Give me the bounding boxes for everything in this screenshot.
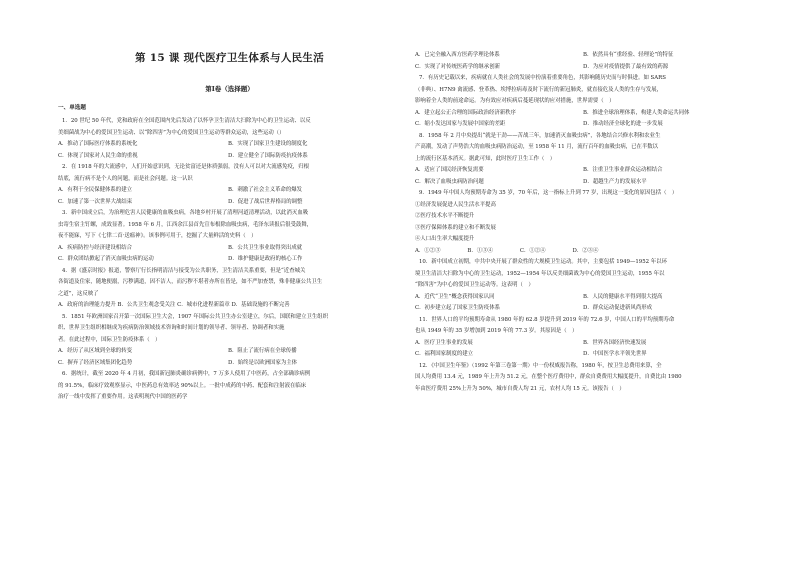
answer-option: C．摒弃了经济区域集团化趋势 — [58, 359, 133, 366]
answer-option: C．体现了国家对人民生命的重视 — [58, 152, 138, 159]
question-line: 4．据《盛京时报》报道，警察厅行长指明清洁与接受为公共职务，卫生清洁关系重要，但是“近查城关 — [62, 267, 306, 274]
answer-option: C．福利国家制度的建立 — [415, 351, 474, 357]
lesson-title: 第 15 课 现代医疗卫生体系与人民生活 — [134, 52, 325, 64]
answer-option: B．注重卫生事业群众运动相结合 — [583, 167, 663, 173]
answer-option: C．加速了第一次世界大战结束 — [58, 198, 133, 205]
answer-option: ②医疗技术水平不断提升 — [415, 213, 475, 219]
answer-option: B．阻止了流行病在全球传播 — [228, 348, 297, 354]
question-line: 境卫生清洁大扫除为中心的卫生运动，1952—1954 年以反美细菌战为中心的爱国卫生运动，1955 年以 — [415, 270, 665, 277]
answer-option: B．刺激了社会主义革命的爆发 — [228, 187, 303, 193]
answer-option: A．疾病防控与经济建设相结合 — [58, 244, 132, 251]
answer-option: A．医疗卫生事业的发展 — [415, 339, 473, 346]
answer-option: A．建立起公正合理的国际政治经济新秩序 — [415, 109, 516, 116]
question-line: 结底，流行病不是个人的问题，而是社会问题。这一认识 — [58, 175, 193, 182]
answer-option: A．推动了国际医疗体系的系统化 — [58, 141, 138, 147]
question-line: 7．有历史记载以来，疾病就在人类社会的发展中扮演着重要角色，其影响随历史而与时俱进。如 SARS — [419, 75, 666, 81]
question-line: 11．世界人口的平均预期寿命从 1980 年的 62.8 岁提升到 2019 年的 72.6 岁，中国人口的平均预期寿命 — [419, 316, 675, 323]
answer-option: C．群众团结掀起了消灭血吸虫病的运动 — [58, 256, 154, 262]
answer-option: D．建立健全了国际防疫抗疫体系 — [228, 152, 308, 159]
answer-option: A．政府的治理能力提升 B．公共卫生观念受关注 C．城市化进程新篇章 D．基础设施的不断完善 — [58, 302, 290, 308]
question-line: 5．1851 年欧洲国家召开第一次国际卫生大会，1907 年国际公共卫生办公室建立，尔后，国联和建立卫生组织 — [62, 313, 329, 320]
question-line: 者。在此过程中，国际卫生防疫体系（ ） — [58, 336, 161, 343]
question-line: 6．据统计，截至 2020 年 4 月初，我国新冠肺炎确诊病例中，7 万多人使用了中医药，占全部确诊病例 — [62, 371, 311, 377]
answer-option: A．已完全融入西方医药学理论体系 — [415, 52, 500, 58]
question-line: 夜不能寐，写下《七律二首·送瘟神》。该事例可用于，挖掘了大量鲜活的史料（ ） — [58, 233, 257, 239]
question-line: 治疗一线中发挥了重要作用。这表明现代中国的医药学 — [58, 394, 188, 400]
answer-option: A．适应了国民经济恢复需要 — [415, 167, 484, 173]
answer-option: D．促进了战后世界格局的调整 — [228, 198, 303, 205]
answer-option: A．近代“卫生”概念获得国家认同 — [415, 293, 495, 300]
question-line: 3．新中国成立后，为治理危害人民健康的血吸虫病，各地乡村开展了清理河道清理活动，以此消灭血吸 — [62, 210, 309, 216]
answer-option: D．始终是以欧洲国家为主体 — [228, 359, 298, 366]
volume-title: 第Ⅰ卷（选择题） — [205, 85, 254, 93]
question-line: （非典）、H7N9 禽流感、登革热、埃博拉病毒及时下流行的新冠肺炎，就直接危及人类的生存与发展， — [415, 86, 663, 93]
answer-option: C．缩小发达国家与发展中国家的差距 — [415, 121, 506, 127]
answer-option: A．经历了从区域到全球的转变 — [58, 348, 132, 354]
answer-option: D．为应对疫情提供了最有效的药源 — [583, 63, 669, 70]
answer-option: B．推进全球治理体系，构建人类命运共同体 — [583, 109, 690, 116]
question-line: 也从 1949 年的 35 岁增加到 2019 年的 77.3 岁。其原因是（ ） — [415, 328, 578, 334]
question-line: 美细菌战为中心的爱国卫生运动、以“除四害”为中心的爱国卫生运动等群众运动，这些运动（） — [58, 129, 285, 136]
answer-option: D．推动经济全球化的进一步发展 — [583, 121, 663, 127]
question-line: 9．1949 年中国人均预期寿命为 35 岁，70 年后，这一指标上升到 77 岁，出现这一变化的原因包括（ ） — [419, 190, 678, 196]
answer-option: ①经济发展促进人民生活水平提高 — [415, 201, 496, 208]
answer-option: ④人口出生率大幅度提升 — [415, 236, 475, 242]
answer-option: B．依然具有“重经验、轻理论”的特征 — [583, 52, 674, 58]
question-line: 织、世界卫生组织相继成为疾病防治领域技术咨询和时间计划的领导者、领导者、协调者和实施 — [58, 325, 285, 331]
answer-option: D．维护健康是政府的核心工作 — [228, 256, 303, 262]
question-line: “除四害”为中心的爱国卫生运动等。这表明（ ） — [415, 282, 534, 288]
answer-option: D．超越生产力的发展水平 — [583, 178, 647, 185]
answer-option: B．世界各国经济快速发展 — [583, 339, 647, 346]
question-line: 8．1958 年 2 月中央提出“就是干劲——苦战三年，加速消灭血吸虫病”，各地结合兴修水利和农业生 — [419, 132, 661, 139]
answer-option: B．人民的健康水平得到很大提高 — [583, 293, 663, 300]
question-line: 1．20 世纪 50 年代，党和政府在全国范围内先后发动了以怀孕卫生清洁大扫除为中心的卫生运动、以反 — [62, 118, 311, 124]
question-line: 上的流行区基本消灭。据此可知，此时医疗卫生工作（ ） — [415, 155, 556, 162]
answer-option: B．实现了国家卫生建设的制度化 — [228, 141, 308, 147]
question-line: 2．在 1918 年的大流感中，人们开始意识到，无论贫富还是体质强弱，没有人可以对大流感免疫，归根 — [62, 164, 309, 170]
question-line: 产高潮，发动了声势浩大的血吸虫病防治运动，至 1958 年 11 月，流行百年的血吸虫病，已在半数以 — [415, 144, 659, 150]
answer-option: C．实现了对传统医药学的继承创新 — [415, 63, 500, 70]
question-line: 10．新中国成立初期，中共中央开展了群众性的大规模卫生运动。其中，主要包括 1949—1952 年以环 — [419, 259, 667, 265]
answer-option: B．公共卫生事业取得突出成就 — [228, 244, 303, 251]
question-line: 国人均费用 13.4 元，1989 年上升为 51.2 元，在整个医疗费用中，群众自费费用大幅度提升，自费比由 1980 — [415, 374, 682, 380]
answer-option: D．中国医学水平领先世界 — [583, 351, 647, 357]
question-line: 虫寄生宿主钉螺，成效显著。1958 年 6 月，江西余江县首先宣布根除血吸虫病，毛泽东读报后很受鼓舞， — [58, 221, 313, 228]
answer-option: D．群众运动促进新风尚形成 — [583, 305, 653, 311]
answer-option: A．有利于全民保健体系的建立 — [58, 187, 132, 193]
question-line: 的 91.5%，临床疗效观察显示，中医药总有效率达 90%以上。一批中成药的中药、配套和注射液在临床 — [58, 382, 307, 389]
answer-option: C．初步建立起了国家卫生防疫体系 — [415, 305, 500, 311]
question-line: 之道”，这反映了 — [58, 290, 99, 297]
question-line: 12．《中国卫生年鉴》（1992 年第三卷第一期）中一份权威报告称，1980 年，按卫生总费用来算，全 — [419, 362, 662, 369]
answer-option: ③医疗保障体系的建立和不断发展 — [415, 224, 496, 231]
question-line: 各街道及住家，随地便溺，污秽满道，因不洁人，而污秽不堪者亦所在皆是，如不严加查禁，殊非健康公共卫生 — [58, 279, 323, 285]
answer-option: C．解决了血吸虫病防治问题 — [415, 178, 484, 185]
answer-option: A．①②③ B．①③④ C．①②④ D．②③④ — [415, 247, 599, 254]
question-line: 年由医疗费用 25%上升为 50%，城市自费人均 21 元，农村人均 15 元。该报告（ ） — [415, 385, 625, 392]
section-title: 一、单选题 — [58, 105, 86, 111]
question-line: 影响着全人类的前途命运。为有效应对疾病后蔓延现状的应对措施，世界需要（ ） — [415, 98, 615, 104]
